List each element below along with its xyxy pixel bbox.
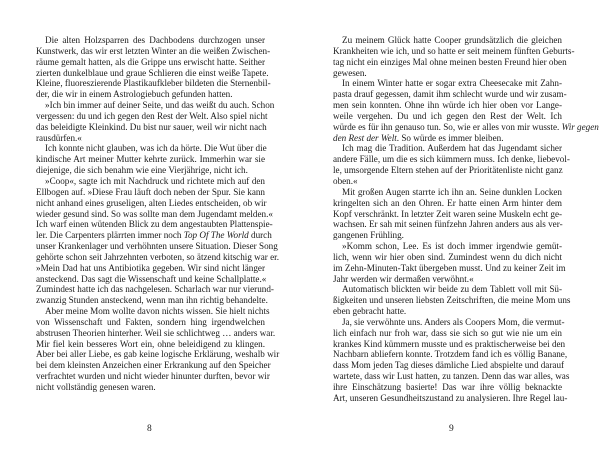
text-line: wieder gesund sind. So was sollte man dem Jugendamt melden.« — [36, 208, 273, 219]
italic-text: Wir gegen — [561, 121, 599, 132]
text-line: lich, wenn wir hier oben sind. Zumindest wenn du dich nicht — [333, 251, 562, 262]
text-line: gewesen. — [333, 67, 367, 78]
text-line: abstrusen Theorien hinterher. Weil sie schlichtweg … anders war. — [36, 327, 276, 338]
text-line: gehörte schon seit Jahrzehnten verboten, so ätzend kitschig war er. — [36, 251, 279, 262]
text-line: krankes Kind kümmern musste und es praktischerweise bei den — [333, 338, 566, 349]
text-line: ßigkeiten und unseren liebsten Zeitschriften, die meine Mom uns — [333, 295, 571, 306]
text-line: nicht vollständig genesen waren. — [36, 382, 156, 392]
text-line: Ich warf einen wütenden Blick zu dem angestaubten Plattenspie- — [36, 219, 273, 230]
text-line: eben gebracht hatte. — [333, 306, 407, 317]
text-line: In einem Winter hatte er sogar extra Cheesecake mit Zahn- — [342, 78, 562, 89]
text-line: bei dem kleinsten Anzeichen einer Erkrankung auf den Speicher — [36, 360, 271, 371]
text-line: Mir fiel kein besseres Wort ein, ohne beleidigend zu klingen. — [36, 338, 265, 349]
right-page — [300, 0, 600, 467]
text-line: wachsen. Er sah mit seinen fünfzehn Jahren anders aus als ver- — [333, 219, 563, 230]
text-line: Art, unseren Gesundheitszustand zu analysieren. Ihre Regel lau- — [333, 392, 568, 403]
text-line: Aber meine Mom wollte davon nichts wissen. Sie hielt nichts — [45, 306, 270, 317]
text-line: men sein konnten. Ohne ihn würde ich hier oben vor Lange- — [333, 100, 562, 111]
text-line: Kleine, fluoreszierende Plastikaufkleber bildeten die Sternenbil- — [36, 78, 271, 89]
text-line: Ich konnte nicht glauben, was ich da hörte. Die Wut über die — [45, 143, 267, 154]
text-line: der, die wir in einem Astrologiebuch gefunden hatten. — [36, 89, 233, 100]
text-line: Kunstwerk, das wir erst letzten Winter an die weißen Zwischen- — [36, 45, 271, 56]
text-line: le, umsorgende Eltern stehen auf der Prioritätenliste nicht ganz — [333, 165, 563, 176]
text-line: verfrachtet wurden und nicht wieder hinunter durften, bevor wir — [36, 371, 270, 382]
text-line: weile vergehen. Du und ich gegen den Rest der Welt. Ich — [333, 110, 562, 121]
text-line: Aber bei aller Liebe, es gab keine logische Erklärung, weshalb wir — [36, 349, 280, 360]
text-line: lich einfach nur froh war, dass sie sich so gut wie nie um ein — [333, 327, 562, 338]
text-line: »Ich bin immer auf deiner Seite, und das weißt du auch. Schon — [45, 100, 275, 111]
text-line: Ich mag die Tradition. Außerdem hat das Jugendamt sicher — [342, 143, 562, 154]
italic-text: den Rest der Welt — [333, 132, 397, 143]
text-line: Zu meinem Glück hatte Cooper grundsätzlich die gleichen — [342, 35, 562, 45]
italic-text: Top Of The World — [183, 230, 249, 241]
text-line: »Komm schon, Lee. Es ist doch immer irgendwie gemüt- — [342, 241, 562, 252]
page-number-right: 9 — [449, 424, 454, 434]
left-page-text — [36, 35, 280, 393]
text-line: ihre Einschätzung basierte! Das war ihre völlig beknackte — [333, 382, 562, 392]
text-line: tag nicht ein einziges Mal ohne meinen besten Freund hier oben — [333, 56, 567, 67]
text-line: Nachbarn abliefern konnte. Trotzdem fand ich es völlig Banane, — [333, 349, 568, 360]
right-page-text — [333, 35, 599, 404]
text-line: pasta drauf gegessen, damit ihm schlecht wurde und wir zusam- — [333, 89, 567, 100]
page-number-left: 8 — [147, 424, 152, 434]
text-line: nicht anhand eines gruseligen, alten Liedes entscheiden, ob wir — [36, 197, 267, 208]
text-line: »Mein Dad hat uns Antibiotika gegeben. Wir sind nicht länger — [36, 262, 265, 273]
text-line: Kopf verschränkt. In letzter Zeit waren seine Muskeln echt ge- — [333, 208, 563, 219]
text-line: diejenige, die sich benahm wie eine Vierjährige, nicht ich. — [36, 165, 248, 176]
text-line: Automatisch blickten wir beide zu dem Tablett voll mit Sü- — [342, 284, 562, 295]
text-line: Mit großen Augen starrte ich ihn an. Seine dunklen Locken — [342, 186, 562, 197]
text-line: ler. Die Carpenters plärrten immer noch Top Of The World durch — [36, 230, 272, 241]
text-line: unser Krankenlager und verhöhnten unsere Situation. Dieser Song — [36, 241, 278, 252]
text-line: oben.« — [333, 175, 358, 186]
text-line: Zumindest hatte ich das nachgelesen. Scharlach war nur vierund- — [36, 284, 274, 295]
text-line: zwanzig Stunden ansteckend, wenn man ihn richtig behandelte. — [36, 295, 268, 306]
text-line: vergessen: du und ich gegen den Rest der Welt. Also spiel nicht — [36, 110, 268, 121]
text-line: räume gemalt hatten, als die Grippe uns erwischt hatte. Seither — [36, 56, 265, 67]
text-line: ansteckend. Das sagt die Wissenschaft und keine Schallplatte.« — [36, 273, 267, 284]
text-line: wartete, dass wir Lust hatten, zu tanzen. Denn das war alles, was — [333, 371, 570, 382]
text-line: dass Mom jeden Tag dieses dämliche Lied abspielte und darauf — [333, 360, 565, 371]
text-line: Jahr werden wir dermaßen verwöhnt.« — [333, 273, 474, 284]
text-line: kindische Art meiner Mutter kehrte zurück. Immerhin war sie — [36, 154, 265, 165]
text-line: »Coop«, sagte ich mit Nachdruck und richtete mich auf den — [45, 175, 265, 186]
text-line: von Wissenschaft und Fakten, sondern hing irgendwelchen — [36, 316, 265, 327]
text-line: das beleidigte Kleinkind. Du bist nur sauer, weil wir nicht nach — [36, 121, 267, 132]
text-line: im Zehn-Minuten-Takt übergeben musst. Und zu keiner Zeit im — [333, 262, 566, 273]
text-line: Krankheiten wie ich, und so hatte er seit meinem fünften Geburts- — [333, 45, 575, 56]
text-line: Ja, sie verwöhnte uns. Anders als Coopers Mom, die vermut- — [342, 316, 565, 327]
text-line: kringelten sich an den Ohren. Er hatte einen Arm hinter dem — [333, 197, 562, 208]
text-line: Ellbogen auf. »Diese Frau läuft doch neben der Spur. Sie kann — [36, 186, 265, 197]
text-line: gangenen Frühling. — [333, 230, 404, 241]
text-line: würde es für ihn genauso tun. So, wie er alles von mir wusste. Wir gegen — [333, 121, 599, 132]
text-line: den Rest der Welt. So würde es immer bleiben. — [333, 132, 504, 143]
text-line: rausdürfen.« — [36, 132, 82, 143]
text-line: andere Fälle, um die es sich kümmern muss. Ich denke, liebevol- — [333, 154, 570, 165]
text-line: Die alten Holzsparren des Dachbodens durchzogen unser — [45, 35, 265, 45]
text-line: zierten dunkelblaue und graue Schlieren die einst weiße Tapete. — [36, 67, 269, 78]
